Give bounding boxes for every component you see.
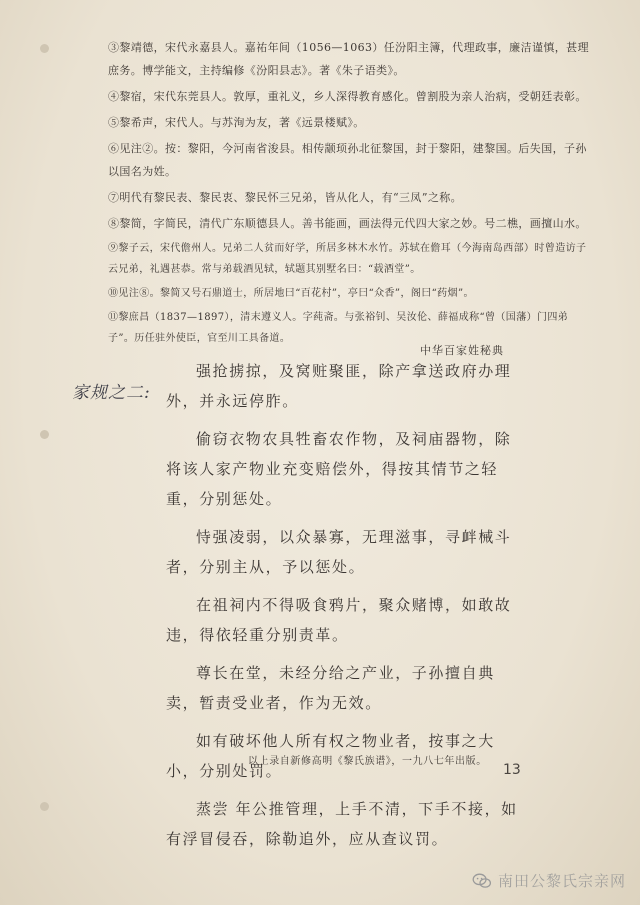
rule-item: 偷窃衣物农具牲畜农作物，及祠庙器物，除将该人家产物业充变赔偿外，得按其情节之轻重，分别惩处。	[166, 430, 512, 508]
footnote: ③黎靖德，宋代永嘉县人。嘉祐年间（1056—1063）任汾阳主簿，代理政事，廉洁谨慎，甚理庶务。博学能文，主持编修《汾阳县志》。著《朱子语类》。	[108, 41, 589, 77]
footnote: ⑪黎庶昌（1837—1897），清末遵义人。字莼斋。与张裕钊、吴汝伦、薛福成称“曾（国藩）门四弟子”。历任驻外使臣，官至川工具备道。	[108, 312, 569, 344]
rule-item: 尊长在堂，未经分给之产业，子孙擅自典卖，暂责受业者，作为无效。	[166, 664, 495, 712]
rule-item: 强抢掳掠，及窝赃聚匪，除产拿送政府办理外，并永远停胙。	[166, 362, 512, 410]
punch-hole	[40, 430, 49, 439]
footnote: ⑧黎简，字简民，清代广东顺德县人。善书能画，画法得元代四大家之妙。号二樵，画擅山水。	[108, 217, 587, 230]
handwritten-label: 家规之二:	[72, 383, 151, 403]
rule-item: 恃强凌弱，以众暴寡，无理滋事，寻衅械斗者，分别主从，予以惩处。	[166, 528, 512, 576]
footnote: ⑤黎希声，宋代人。与苏洵为友，著《远景楼赋》。	[108, 116, 365, 129]
family-rules-list	[166, 356, 526, 862]
page-number: 13	[503, 762, 521, 778]
footnote: ⑦明代有黎民表、黎民衷、黎民怀三兄弟，皆从化人，有“三凤”之称。	[108, 191, 463, 204]
source-tag: 中华百家姓秘典	[420, 344, 504, 357]
rule-item: 如有破坏他人所有权之物业者，按事之大小，分别处罚。	[166, 732, 495, 780]
footnote: ⑥见注②。按：黎阳，今河南省浚县。相传颛顼孙北征黎国，封于黎阳，建黎国。后失国，子孙以国名为姓。	[108, 142, 587, 178]
footnote: ⑩见注⑧。黎简又号石鼎道士，所居地曰“百花村”，亭曰“众香”，阁曰“药烟”。	[108, 288, 474, 299]
watermark	[472, 870, 626, 891]
footer-source-note: 以上录自新修高明《黎氏族谱》，一九八七年出版。	[248, 756, 487, 767]
wechat-icon	[472, 873, 492, 889]
footnote: ④黎宿，宋代东莞县人。敦厚，重礼义，乡人深得教育感化。曾割股为亲人治病，受朝廷表彰。	[108, 90, 587, 103]
punch-hole	[40, 802, 49, 811]
rule-item: 在祖祠内不得吸食鸦片，聚众赌博，如敢故违，得依轻重分别责革。	[166, 596, 512, 644]
watermark-text: 南田公黎氏宗亲网	[497, 872, 626, 890]
punch-hole	[40, 44, 49, 53]
footnotes-section	[108, 36, 594, 352]
rule-item: 蒸尝 年公推管理，上手不清，下手不接，如有浮冒侵吞，除勒追外，应从查议罚。	[166, 800, 518, 848]
footnote: ⑨黎子云，宋代儋州人。兄弟二人贫而好学，所居多林木水竹。苏轼在儋耳（今海南岛西部）时曾造访子云兄弟，礼遇甚恭。常与弟载酒见轼，轼题其别墅名曰：“载酒堂”。	[108, 243, 587, 275]
